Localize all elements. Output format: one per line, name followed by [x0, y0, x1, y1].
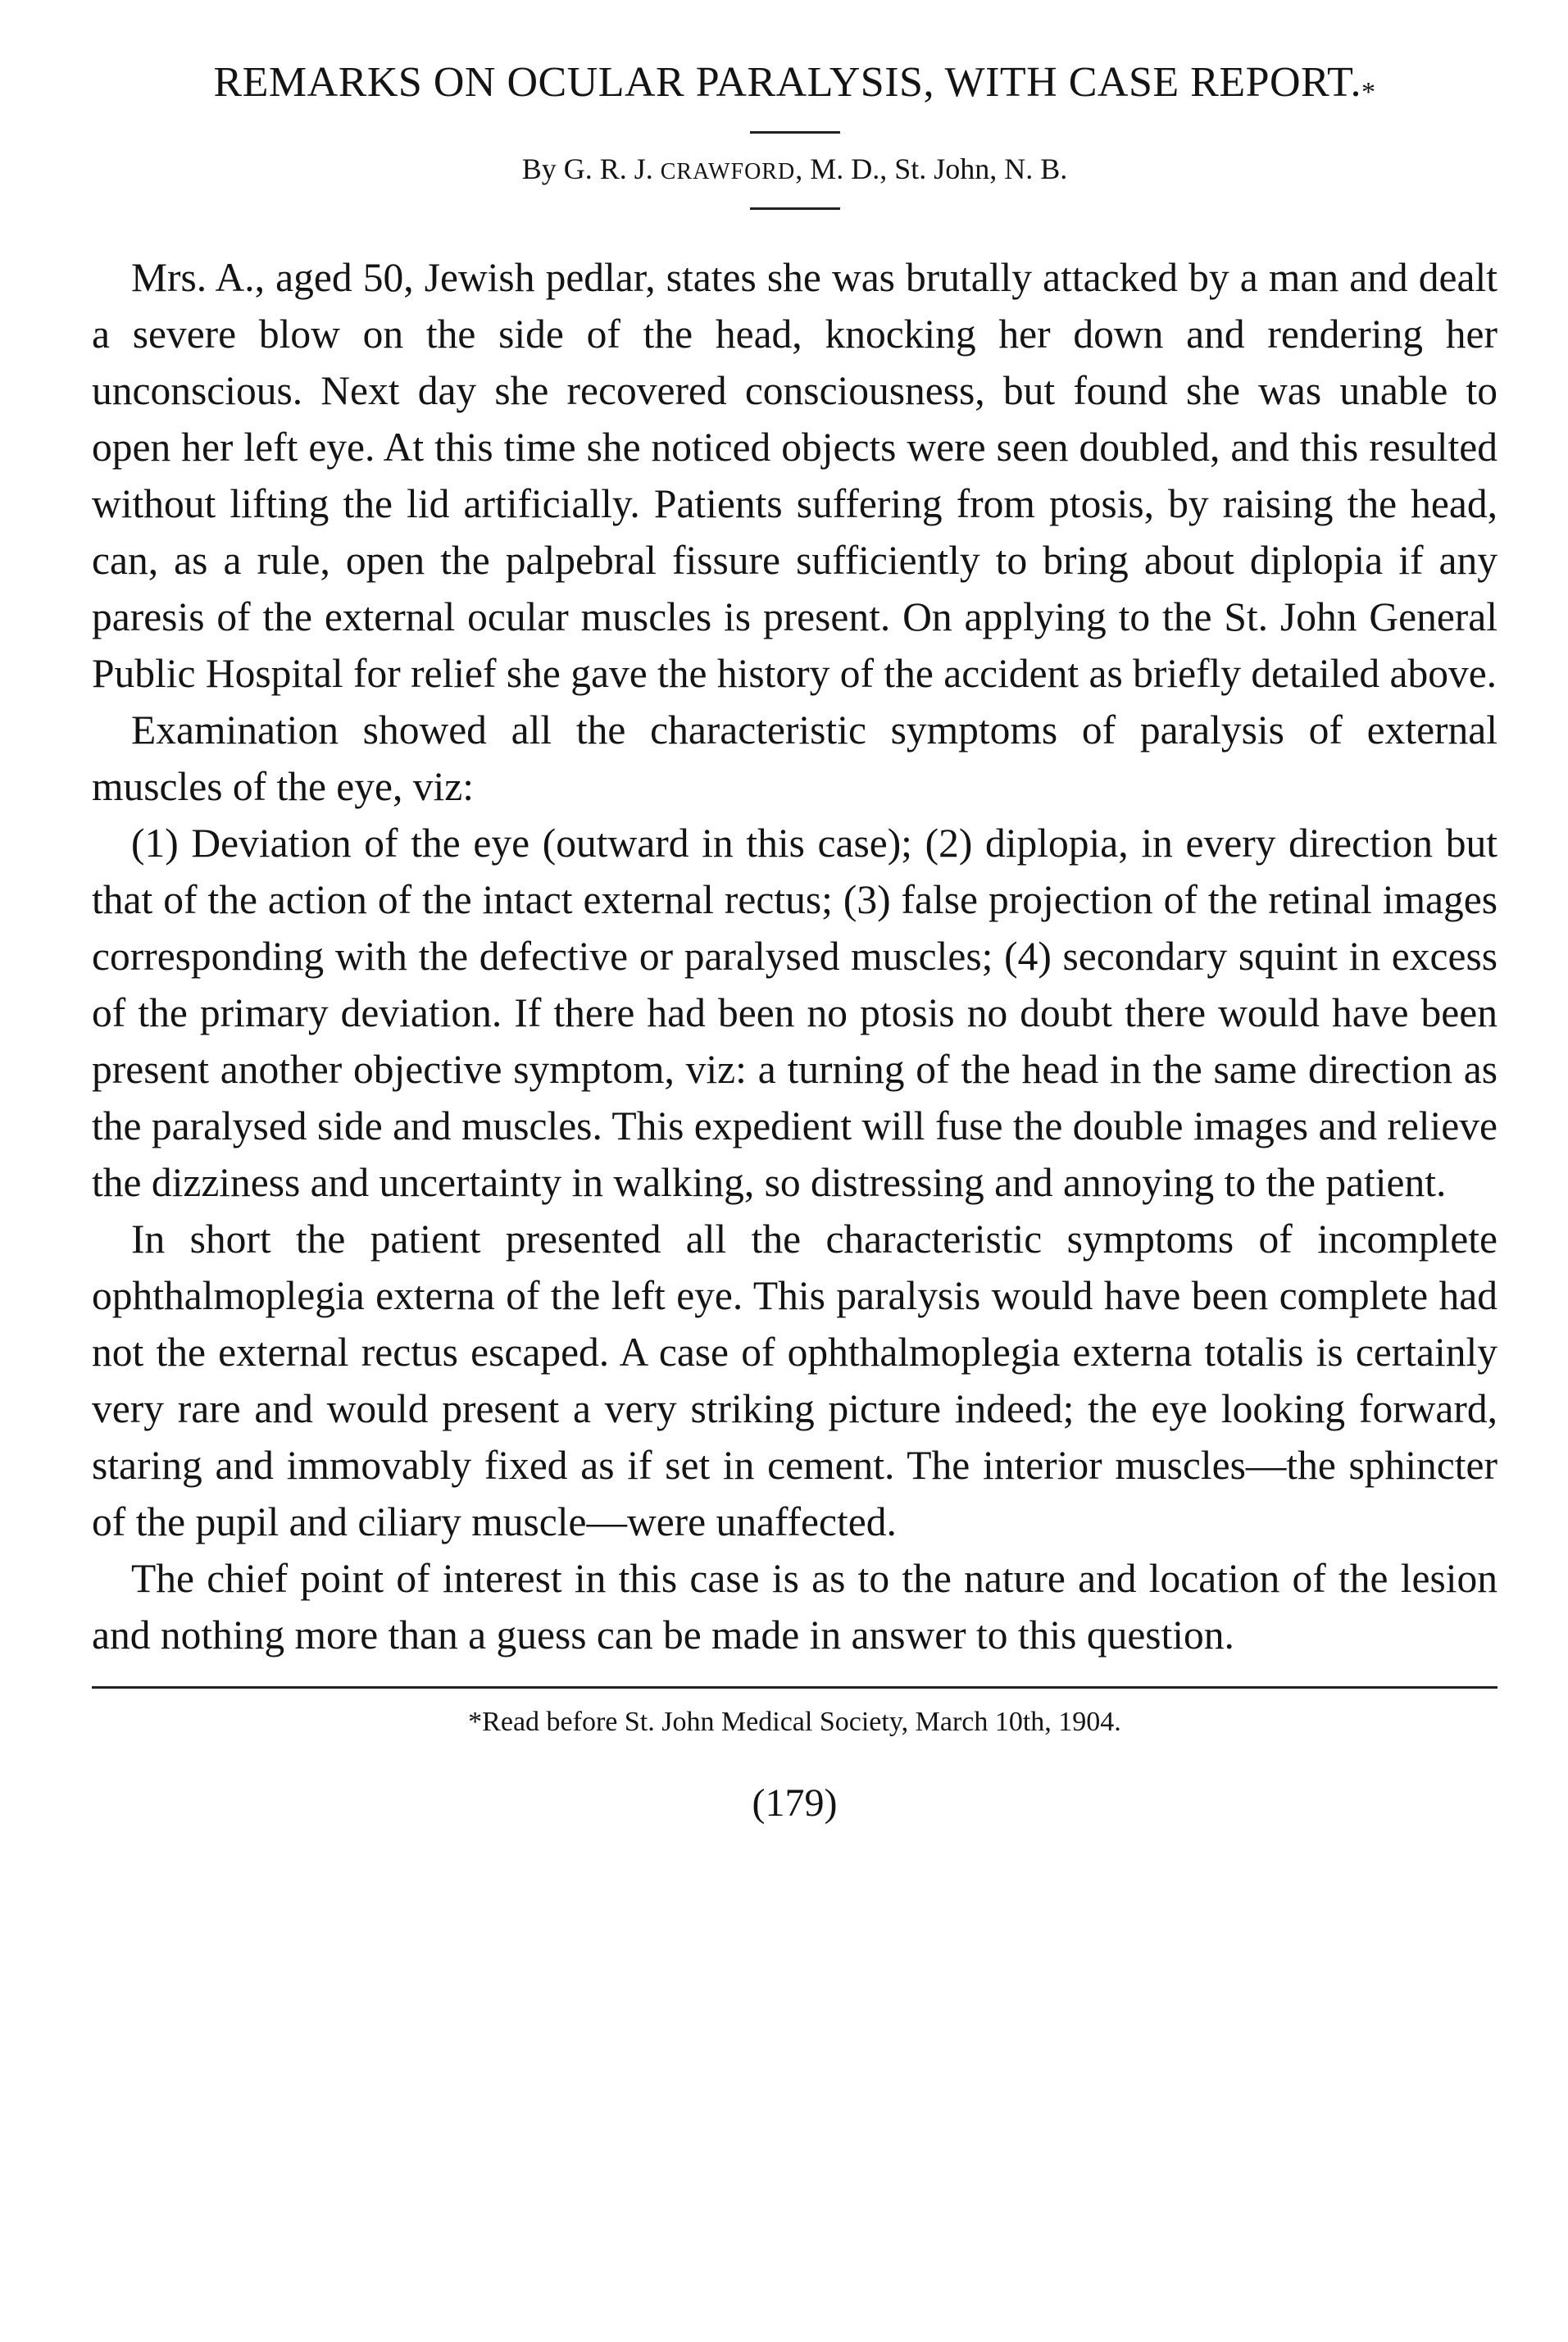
page-number: (179) [752, 1780, 838, 1825]
article-body [92, 249, 1498, 1663]
footnote: *Read before St. John Medical Society, March 10th, 1904. [468, 1706, 1121, 1737]
article-title-text: REMARKS ON OCULAR PARALYSIS, WITH CASE REPORT. [213, 59, 1362, 106]
paragraph-case-history: Mrs. A., aged 50, Jewish pedlar, states she was brutally attacked by a man and dealt a severe blow on the side of the head, knocking her down and rendering her unconscious. Next day she recovered consciousness, but found she was unable to open her left eye. At this time she noticed objects were seen doubled, and this resulted without lifting the lid artificially. Patients suffering from ptosis, by raising the head, can, as a rule, open the palpebral fissure sufficiently to bring about diplopia if any paresis of the external ocular muscles is present. On applying to the St. John General Public Hospital for relief she gave the history of the accident as briefly detailed above. [92, 254, 1498, 696]
paragraph-examination: Examination showed all the characteristic symptoms of paralysis of external muscles of the eye, viz: [92, 707, 1498, 809]
paragraph-conclusion: The chief point of interest in this case is as to the nature and location of the lesion and nothing more than a guess can be made in answer to this question. [92, 1555, 1498, 1658]
paragraph-diagnosis: In short the patient presented all the characteristic symptoms of incomplete ophthalmoplegia externa of the left eye. This paralysis would have been complete had not the external rectus escaped. A case of ophthalmoplegia externa totalis is certainly very rare and would present a very striking picture indeed; the eye looking forward, staring and immovably fixed as if set in cement. The interior muscles—the sphincter of the pupil and ciliary muscle—were unaffected. [92, 1216, 1498, 1544]
footnote-divider [92, 1686, 1498, 1689]
author-surname: CRAWFORD [660, 158, 796, 184]
article-title [92, 57, 1498, 110]
byline-prefix: By G. R. J. [521, 152, 661, 185]
byline-affiliation: , M. D., St. John, N. B. [795, 152, 1068, 185]
footnote-marker: * [1361, 77, 1376, 107]
author-byline [92, 152, 1498, 186]
paragraph-symptoms-list: (1) Deviation of the eye (outward in this case); (2) diplopia, in every direction but that of the action of the intact external rectus; (3) false projection of the retinal images corresponding with the defective or paralysed muscles; (4) secondary squint in excess of the primary deviation. If there had been no ptosis no doubt there would have been present another objective symptom, viz: a turning of the head in the same direction as the paralysed side and muscles. This expedient will fuse the double images and relieve the dizziness and uncertainty in walking, so distressing and annoying to the patient. [92, 820, 1498, 1205]
byline-divider [750, 207, 840, 210]
title-divider [750, 131, 840, 134]
